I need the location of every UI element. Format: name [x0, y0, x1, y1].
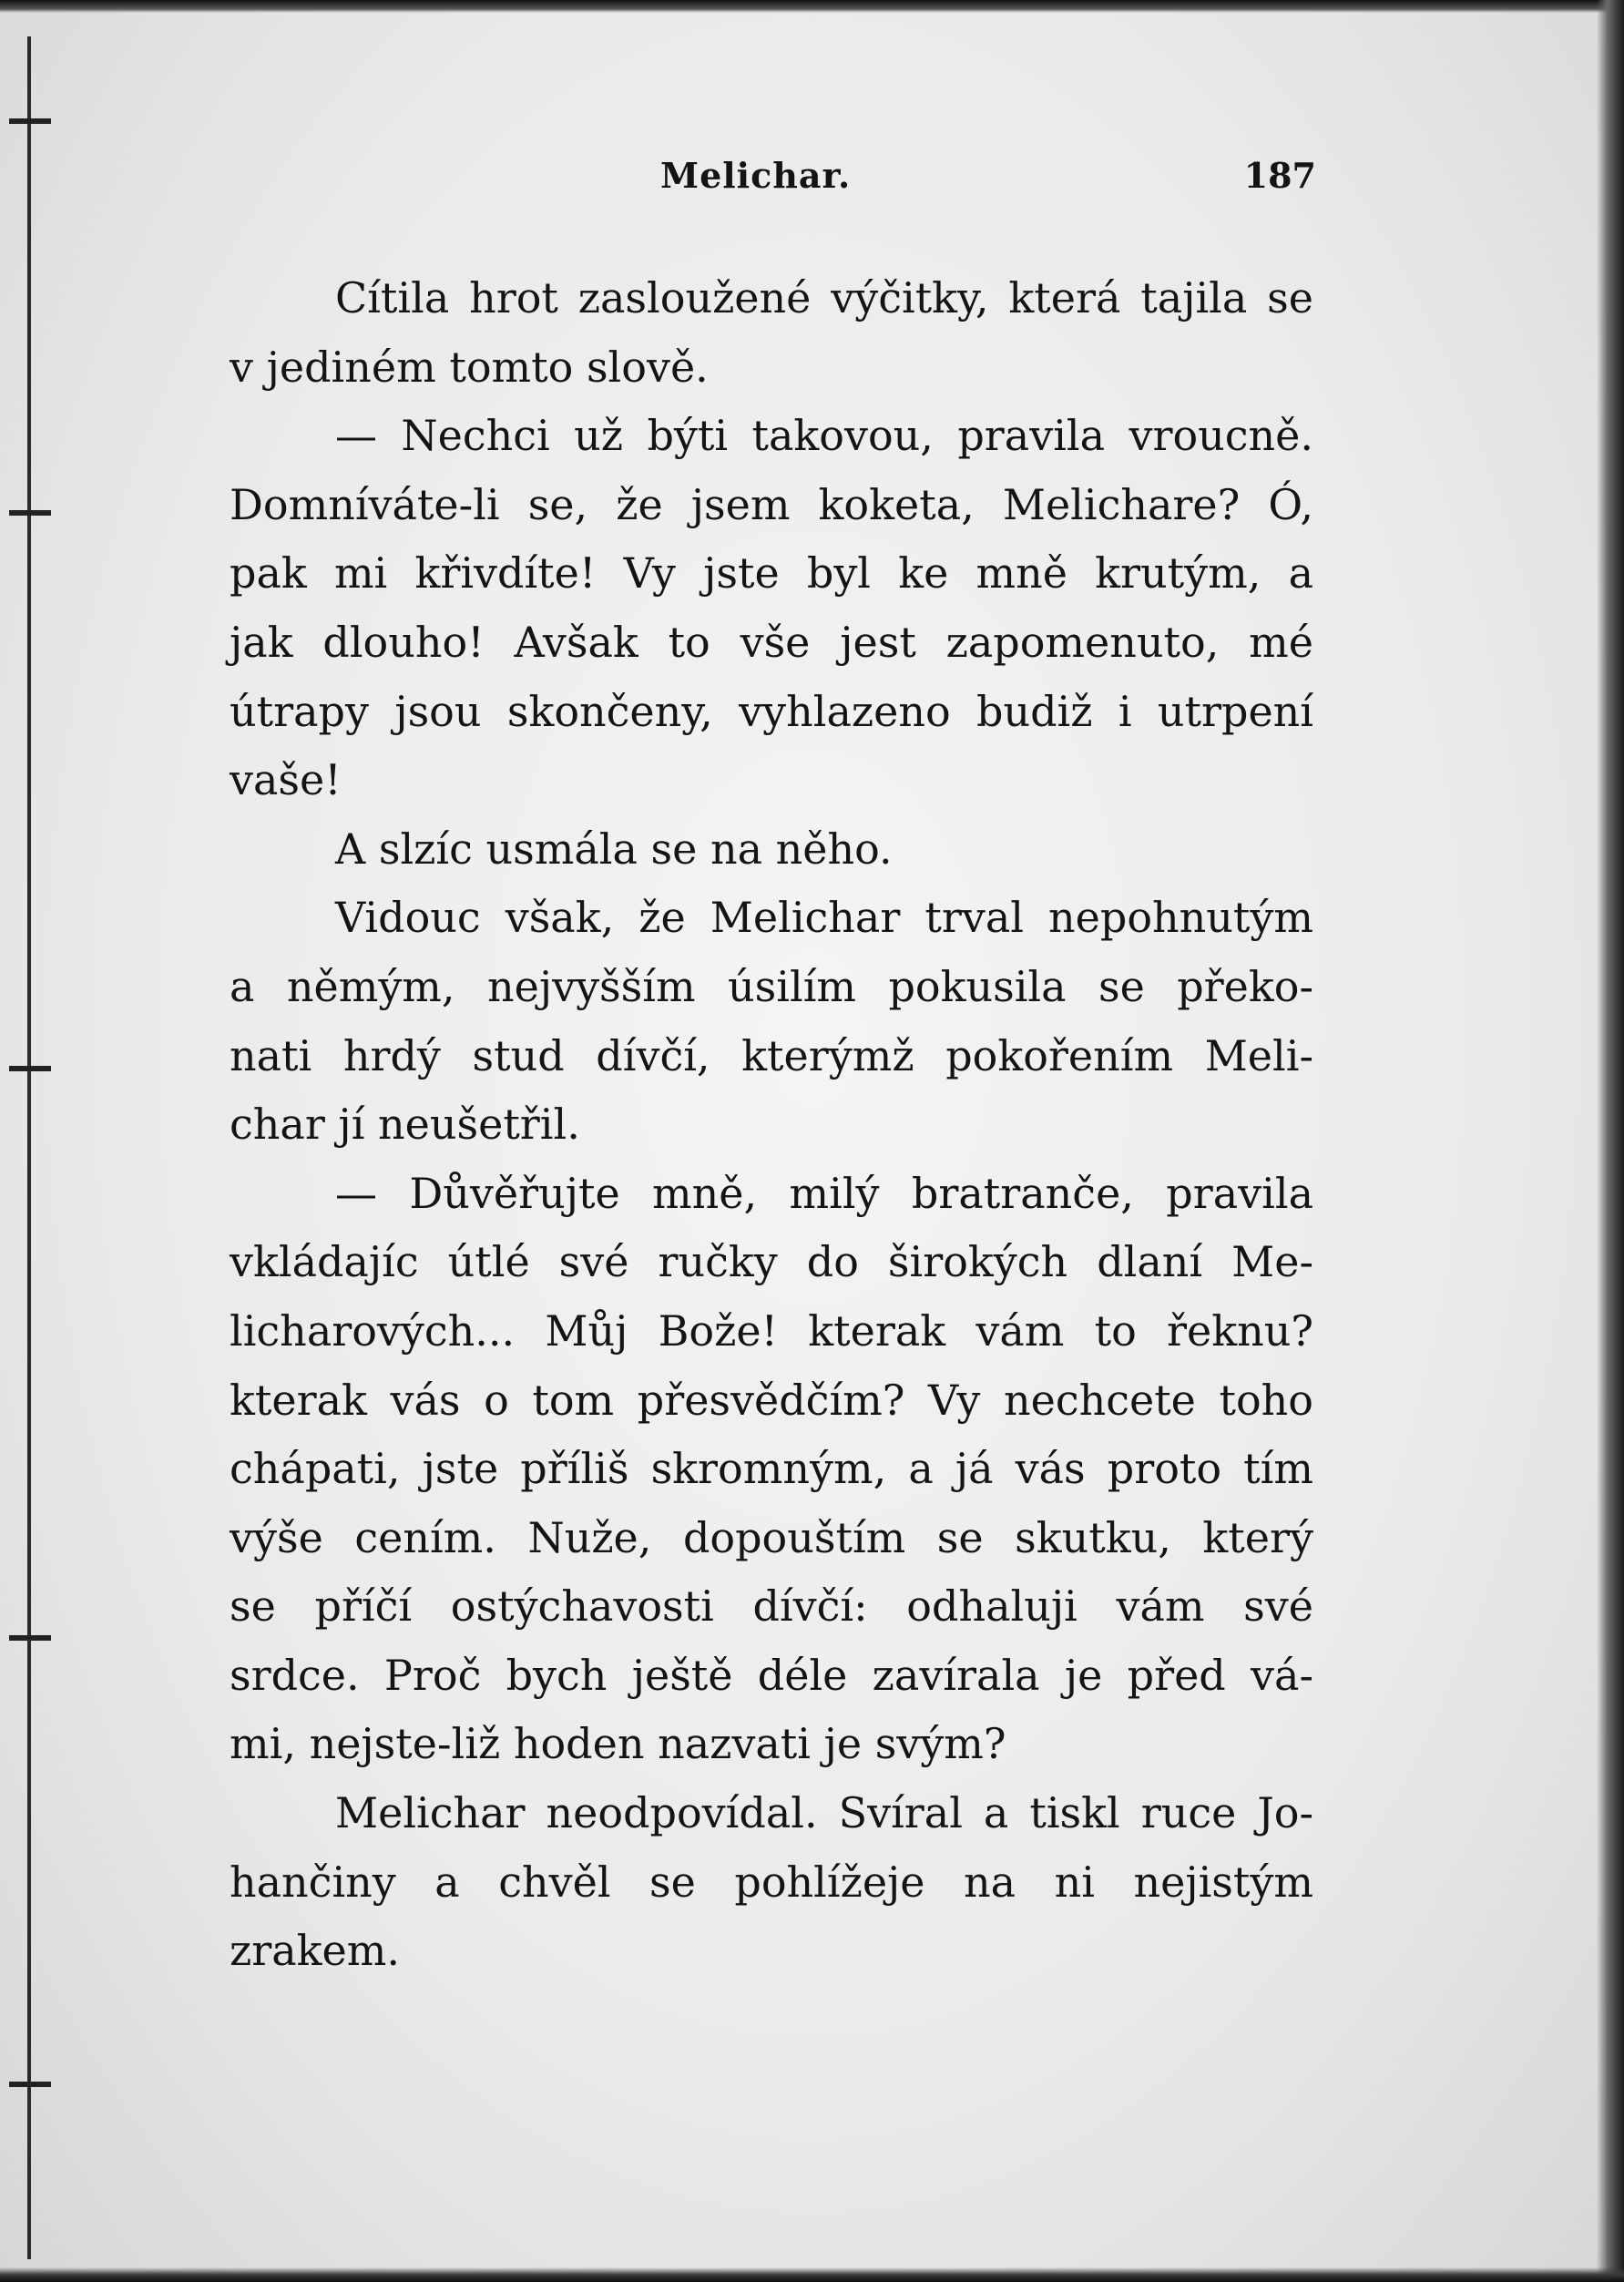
- scan-border-top: [0, 0, 1624, 13]
- text-line: Vidouc však, že Melichar trval nepohnutým: [335, 893, 1313, 943]
- binding-mark: [9, 118, 51, 124]
- text-body: [230, 264, 1313, 1986]
- binding-edge: [27, 36, 31, 2259]
- text-line: útrapy jsou skončeny, vyhlazeno budiž i utrpení: [230, 686, 1313, 736]
- text-line: pak mi křivdíte! Vy jste byl ke mně krutým, a: [230, 548, 1313, 599]
- text-line: — Důvěřujte mně, milý bratranče, pravila: [335, 1168, 1313, 1218]
- binding-mark: [9, 1066, 51, 1071]
- text-line: kterak vás o tom přesvědčím? Vy nechcete toho: [230, 1375, 1313, 1425]
- binding-mark: [9, 510, 51, 516]
- binding-mark: [9, 2082, 51, 2087]
- scan-border-right: [1597, 0, 1624, 2282]
- text-line: hančiny a chvěl se pohlížeje na ni nejistým: [230, 1857, 1313, 1907]
- text-line: mi, nejste-liž hoden nazvati je svým?: [230, 1719, 1006, 1769]
- text-line: char jí neušetřil.: [230, 1100, 580, 1150]
- text-line: zrakem.: [230, 1926, 400, 1976]
- text-line: Cítila hrot zasloužené výčitky, která tajila se: [335, 273, 1313, 322]
- text-line: — Nechci už býti takovou, pravila vroucně.: [335, 411, 1313, 461]
- text-line: v jediném tomto slově.: [230, 342, 709, 392]
- text-line: vkládajíc útlé své ručky do širokých dlaní Me-: [230, 1237, 1313, 1287]
- page-header: [228, 155, 1316, 200]
- text-line: jak dlouho! Avšak to vše jest zapomenuto, mé: [230, 617, 1313, 667]
- text-line: Domníváte-li se, že jsem koketa, Melichare? Ó,: [230, 479, 1313, 529]
- running-title: Melichar.: [660, 155, 852, 196]
- text-line: a němým, nejvyšším úsilím pokusila se překo-: [230, 961, 1313, 1011]
- text-line: se příčí ostýchavosti dívčí: odhaluji vám své: [230, 1581, 1313, 1632]
- text-line: výše cením. Nuže, dopouštím se skutku, který: [230, 1512, 1313, 1562]
- text-line: chápati, jste příliš skromným, a já vás proto tím: [230, 1444, 1313, 1494]
- text-line: licharových... Můj Bože! kterak vám to řeknu?: [230, 1305, 1313, 1356]
- binding-mark: [9, 1635, 51, 1641]
- text-line: vaše!: [230, 755, 342, 805]
- text-line: nati hrdý stud dívčí, kterýmž pokořením Meli-: [230, 1030, 1313, 1080]
- text-line: A slzíc usmála se na něho.: [335, 824, 893, 874]
- page-number: 187: [1243, 155, 1316, 196]
- scan-border-bottom: [0, 2267, 1624, 2282]
- text-line: srdce. Proč bych ještě déle zavírala je před vá-: [230, 1650, 1313, 1700]
- text-line: Melichar neodpovídal. Svíral a tiskl ruce Jo-: [335, 1788, 1313, 1838]
